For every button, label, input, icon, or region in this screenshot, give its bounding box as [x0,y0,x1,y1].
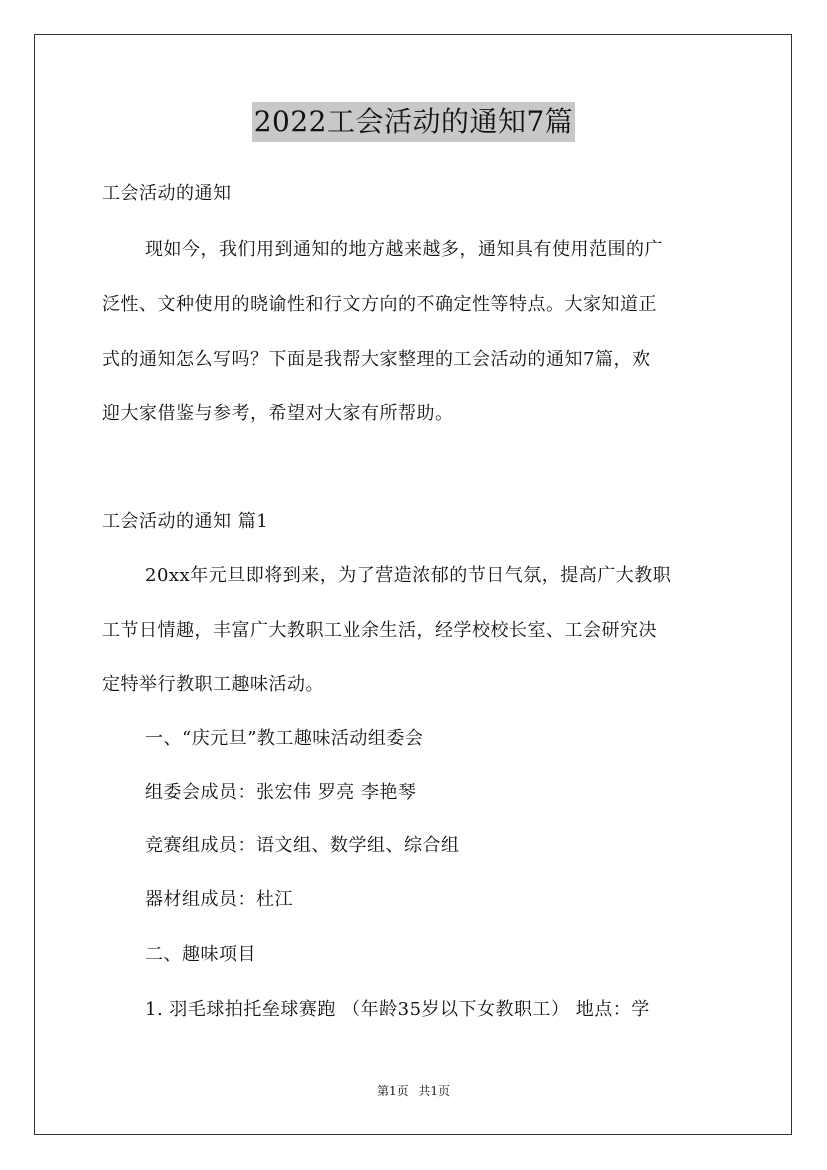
list-item: 竞赛组成员：语文组、数学组、综合组 [145,835,460,856]
total-pages: 共1页 [418,1084,451,1098]
section-paragraph-line: 工节日情趣，丰富广大教职工业余生活，经学校校长室、工会研究决 [102,620,657,641]
document-title: 2022工会活动的通知7篇 [252,102,576,142]
list-item: 一、“庆元旦”教工趣味活动组委会 [145,728,424,749]
list-item: 组委会成员：张宏伟 罗亮 李艳琴 [145,782,417,803]
list-item: 1. 羽毛球拍托垒球赛跑 （年龄35岁以下女教职工） 地点：学 [145,999,650,1020]
page-number: 第1页 [376,1084,409,1098]
intro-line: 现如今，我们用到通知的地方越来越多，通知具有使用范围的广 [145,239,663,260]
section-paragraph-line: 定特举行教职工趣味活动。 [102,674,324,695]
intro-line: 式的通知怎么写吗？下面是我帮大家整理的工会活动的通知7篇，欢 [102,349,651,370]
list-item: 器材组成员：杜江 [145,889,293,910]
title-container [0,102,827,142]
page-footer [0,1083,827,1099]
section-heading: 工会活动的通知 篇1 [102,511,269,532]
list-item: 二、趣味项目 [145,944,256,965]
intro-line: 泛性、文种使用的晓谕性和行文方向的不确定性等特点。大家知道正 [102,294,657,315]
intro-heading: 工会活动的通知 [102,183,232,204]
intro-line: 迎大家借鉴与参考，希望对大家有所帮助。 [102,403,454,424]
section-paragraph-line: 20xx年元旦即将到来，为了营造浓郁的节日气氛，提高广大教职 [145,565,672,586]
